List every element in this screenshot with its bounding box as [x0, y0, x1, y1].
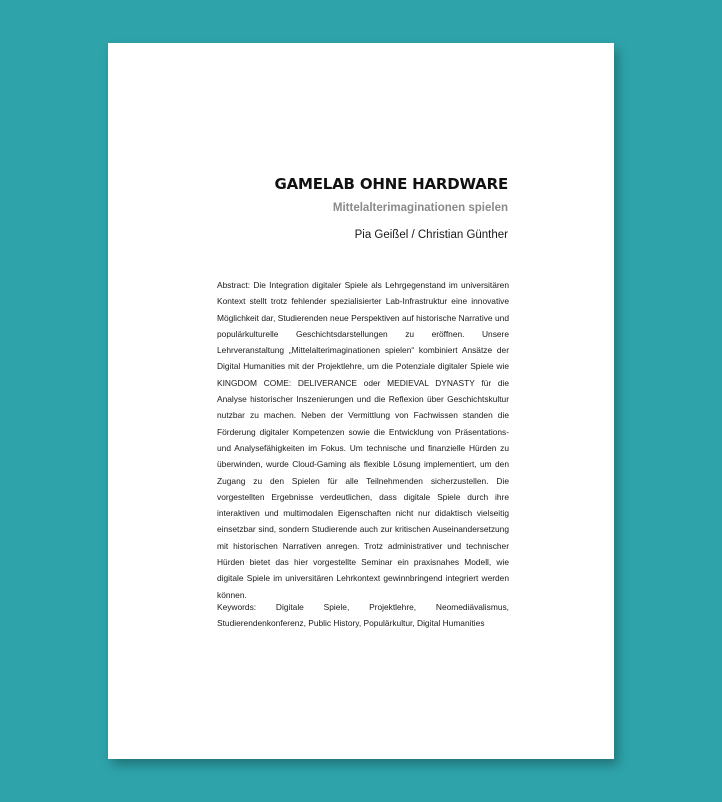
document-title: GAMELAB OHNE HARDWARE: [274, 175, 508, 193]
keywords-paragraph: Keywords: Digitale Spiele, Projektlehre, Neomediävalismus, Studierendenkonferenz, Public History, Populärkultur, Digital Humanities: [217, 602, 509, 629]
abstract-paragraph: Abstract: Die Integration digitaler Spiele als Lehrgegenstand im universitären Kontext stellt trotz fehlender spezialisierter Lab-Infrastruktur eine innovative Möglichkeit dar, Studierenden neue Perspektiven auf historische Narrative und populärkulturelle Geschichtsdarstellungen zu eröffnen. Unsere Lehrveranstaltung „Mittelalterimaginationen spielen“ kombiniert Ansätze der Digital Humanities mit der Projektlehre, um die Potenziale digitaler Spiele wie KINGDOM COME: DELIVERANCE oder MEDIEVAL DYNASTY für die Analyse historischer Inszenierungen und die Reflexion über Geschichtskultur nutzbar zu machen. Neben der Vermittlung von Fachwissen standen die Förderung digitaler Kompetenzen sowie die Entwicklung von Präsentations- und Analysefähigkeiten im Fokus. Um technische und finanzielle Hürden zu überwinden, wurde Cloud-Gaming als flexible Lösung implementiert, um den Zugang zu den Spielen für alle Teilnehmenden sicherzustellen. Die vorgestellten Ergebnisse verdeutlichen, dass digitale Spiele durch ihre interaktiven und multimodalen Eigenschaften nicht nur didaktisch vielseitig einsetzbar sind, sondern Studierende auch zur kritischen Auseinandersetzung mit historischen Narrativen anregen. Trotz administrativer und technischer Hürden bietet das hier vorgestellte Seminar ein praxisnahes Modell, wie digitale Spiele im universitären Lehrkontext gewinnbringend integriert werden können.: [217, 280, 509, 600]
document-subtitle: Mittelalterimaginationen spielen: [332, 202, 508, 214]
document-page: [108, 43, 614, 759]
document-authors: Pia Geißel / Christian Günther: [354, 229, 508, 241]
